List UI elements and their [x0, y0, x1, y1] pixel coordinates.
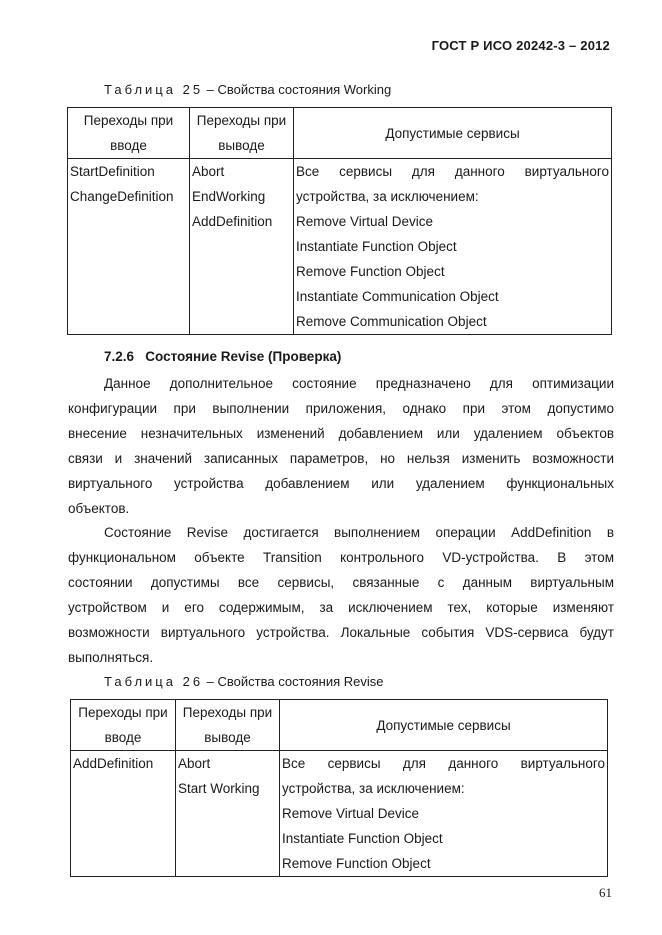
header-cell-input-transitions: Переходы при вводе [68, 108, 190, 159]
table-26 [70, 699, 608, 877]
header-cell-output-transitions: Переходы при выводе [190, 108, 294, 159]
cell-output-transitions: Abort Start Working [176, 751, 280, 877]
header-cell-input-transitions: Переходы при вводе [71, 700, 176, 751]
table-25 [67, 107, 612, 335]
table-25-caption-text: – Свойства состояния Working [203, 82, 392, 97]
document-header: ГОСТ Р ИСО 20242-3 – 2012 [431, 38, 610, 53]
cell-input-transitions: StartDefinition ChangeDefinition [68, 159, 190, 335]
cell-input-transitions: AddDefinition [71, 751, 176, 877]
header-cell-output-transitions: Переходы при выводе [176, 700, 280, 751]
page-number: 61 [599, 885, 612, 900]
header-cell-allowed-services: Допустимые сервисы [280, 700, 608, 751]
cell-output-transitions: Abort EndWorking AddDefinition [190, 159, 294, 335]
table-25-caption-label: Таблица 25 [104, 82, 204, 97]
table-row [71, 751, 608, 877]
table-row [68, 159, 612, 335]
table-header-row [71, 700, 608, 751]
section-title: Состояние Revise (Проверка) [145, 349, 342, 364]
cell-allowed-services: Все сервисы для данного виртуального устройства, за исключением: Remove Virtual Device Instantiate Function Object Remove Function Object Instantiate Communication Object Remove Communication Object [294, 159, 612, 335]
paragraph-2: Состояние Revise достигается выполнением операции AddDefinition в функциональном объекте Transition контрольного VD-устройства. В этом состоянии допустимы все сервисы, связанные с данным виртуальным устройством и его содержимым, за исключением тех, которые изменяют возможности виртуального устройства. Локальные события VDS-сервиса будут выполняться. [68, 525, 614, 665]
section-heading [104, 349, 341, 364]
table-26-caption [104, 674, 383, 689]
paragraph-1: Данное дополнительное состояние предназначено для оптимизации конфигурации при выполнении приложения, однако при этом допустимо внесение незначительных изменений добавлением или удалением объектов связи и значений записанных параметров, но нельзя изменить возможности виртуального устройства добавлением или удалением функциональных объектов. [68, 376, 614, 516]
table-header-row [68, 108, 612, 159]
table-25-caption [104, 82, 391, 97]
table-26-caption-text: – Свойства состояния Revise [203, 674, 384, 689]
header-cell-allowed-services: Допустимые сервисы [294, 108, 612, 159]
section-number: 7.2.6 [104, 349, 135, 364]
cell-allowed-services: Все сервисы для данного виртуального устройства, за исключением: Remove Virtual Device Instantiate Function Object Remove Function Object [280, 751, 608, 877]
table-26-caption-label: Таблица 26 [104, 674, 204, 689]
